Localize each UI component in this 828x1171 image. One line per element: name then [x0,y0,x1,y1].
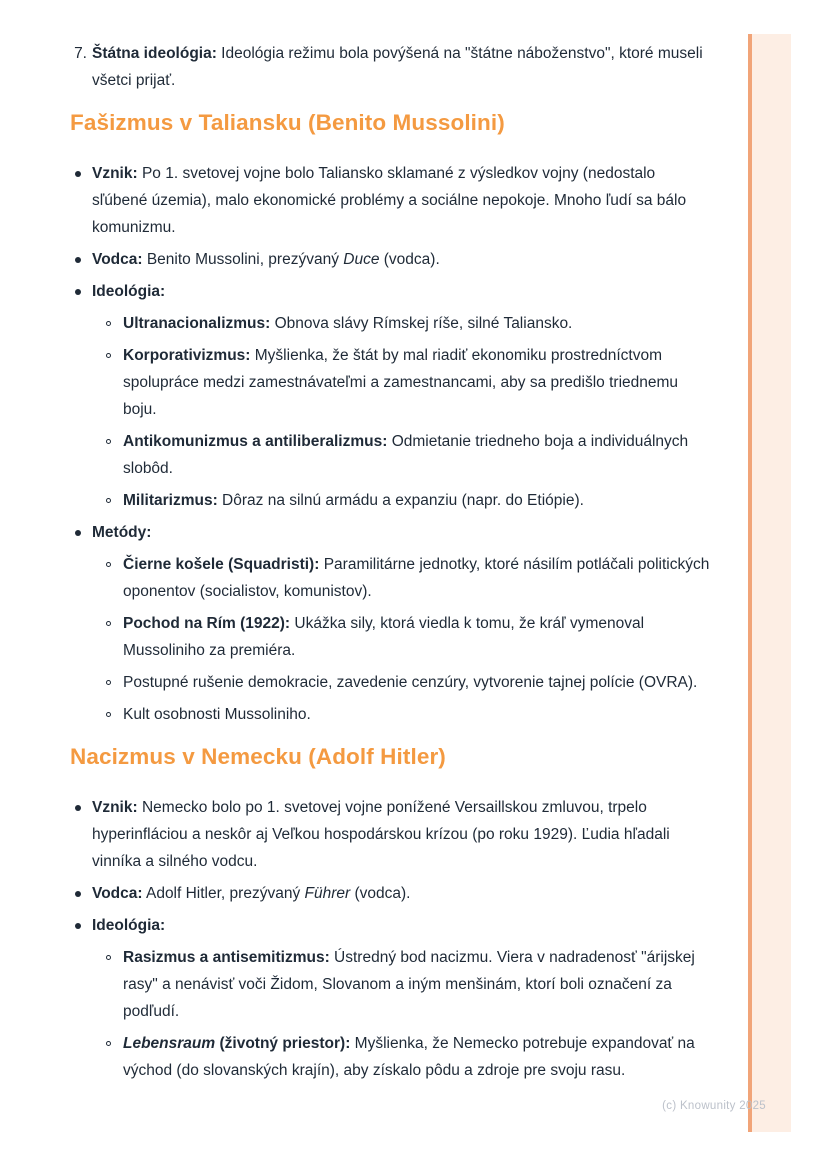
list-item [70,1030,712,1084]
list-item [70,428,712,482]
bold-text-run: (životný priestor): [215,1035,351,1052]
item-text [92,794,712,875]
item-text [123,428,712,482]
list-item [70,944,712,1025]
text-run: (vodca). [350,885,411,902]
text-run: Kult osobnosti Mussoliniho. [123,706,311,723]
bold-text-run: Ultranacionalizmus: [123,315,271,332]
item-text [123,1030,712,1084]
bold-text-run: Vznik: [92,165,138,182]
list-item [70,160,712,241]
sub-bullet-icon [106,353,111,358]
bullet-icon [75,891,81,897]
text-run: Ideológia režimu bola povýšená na "štátne náboženstvo", ktoré museli všetci prijať. [92,45,703,89]
list-item [70,310,712,337]
bullet-icon [75,530,81,536]
item-text [92,880,712,907]
item-text [123,551,712,605]
text-run: Nemecko bolo po 1. svetovej vojne ponížené Versaillskou zmluvou, trpelo hyperinfláciou a neskôr aj Veľkou hospodárskou krízou (po roku 1929). Ľudia hľadali vinníka a silného vodcu. [92,799,670,870]
item-text [92,278,712,305]
sub-bullet-icon [106,562,111,567]
list-item [70,912,712,939]
bullet-icon [75,289,81,295]
bold-text-run: Ideológia: [92,917,166,934]
text-run: Dôraz na silnú armádu a expanziu (napr. do Etiópie). [217,492,584,509]
bold-text-run: Vodca: [92,251,143,268]
bold-text-run: Štátna ideológia: [92,45,217,62]
sub-bullet-icon [106,680,111,685]
item-text [92,246,712,273]
list-item [70,246,712,273]
item-text [92,160,712,241]
bold-text-run: Čierne košele (Squadristi): [123,556,320,573]
sub-bullet-icon [106,439,111,444]
item-text [123,944,712,1025]
bold-text-run: Ideológia: [92,283,166,300]
text-run: Ukážka sily, ktorá viedla k tomu, že kráľ vymenoval Mussoliniho za premiéra. [123,615,645,659]
sub-bullet-icon [106,1041,111,1046]
bullet-icon [75,923,81,929]
text-run: Myšlienka, že Nemecko potrebuje expandovať na východ (do slovanských krajín), aby získalo pôdu a zdroje pre svoju rasu. [123,1035,695,1079]
list-item [70,880,712,907]
sub-bullet-icon [106,621,111,626]
text-run: Myšlienka, že štát by mal riadiť ekonomiku prostredníctvom spolupráce medzi zamestnávateľmi a zamestnancami, aby sa predišlo triednemu boju. [123,347,679,418]
page-edge-stripe [748,34,791,1132]
sub-bullet-icon [106,955,111,960]
item-text [123,310,712,337]
item-text [123,610,712,664]
bold-text-run: Vznik: [92,799,138,816]
text-run: Ústredný bod nacizmu. Viera v nadradenosť "árijskej rasy" a nenávisť voči Židom, Slovanom a iným menšinám, ktorí boli označení za podľudí. [123,949,695,1020]
bold-text-run: Lebensraum [123,1035,216,1052]
bullet-icon [75,257,81,263]
bullet-icon [75,171,81,177]
list-item [70,40,712,94]
italic-text-run: Duce [343,251,380,268]
notes-content [70,40,712,1089]
list-item [70,278,712,305]
item-text [123,701,712,728]
list-item [70,551,712,605]
bold-text-run: Korporativizmus: [123,347,251,364]
list-item [70,610,712,664]
sub-bullet-icon [106,712,111,717]
text-run: Obnova slávy Rímskej ríše, silné Taliansko. [270,315,573,332]
bullet-icon [75,805,81,811]
text-run: Paramilitárne jednotky, ktoré násilím potláčali politických oponentov (socialistov, komunistov). [123,556,710,600]
list-item [70,701,712,728]
bold-text-run: Rasizmus a antisemitizmus: [123,949,330,966]
list-item [70,669,712,696]
item-text [92,519,712,546]
sub-bullet-icon [106,498,111,503]
list-item [70,342,712,423]
item-text [123,487,712,514]
bold-text-run: Pochod na Rím (1922): [123,615,291,632]
text-run: Po 1. svetovej vojne bolo Taliansko sklamané z výsledkov vojny (nedostalo sľúbené územia), malo ekonomické problémy a sociálne nepokoje. Mnoho ľudí sa bálo komunizmu. [92,165,687,236]
bold-text-run: Antikomunizmus a antiliberalizmus: [123,433,388,450]
item-text [92,40,712,94]
list-item [70,519,712,546]
text-run: Postupné rušenie demokracie, zavedenie cenzúry, vytvorenie tajnej polície (OVRA). [123,674,698,691]
section-heading: Fašizmus v Taliansku (Benito Mussolini) [70,110,505,135]
bold-text-run: Vodca: [92,885,143,902]
text-run: Adolf Hitler, prezývaný [142,885,305,902]
text-run: Odmietanie triedneho boja a individuálnych slobôd. [123,433,689,477]
item-number: 7. [74,45,87,62]
copyright-watermark: (c) Knowunity 2025 [662,1100,766,1112]
text-run: Benito Mussolini, prezývaný [142,251,344,268]
list-item [70,794,712,875]
list-item [70,487,712,514]
bold-text-run: Militarizmus: [123,492,218,509]
bold-text-run: Metódy: [92,524,152,541]
item-text [92,912,712,939]
text-run: (vodca). [379,251,440,268]
sub-bullet-icon [106,321,111,326]
item-text [123,669,712,696]
section-heading: Nacizmus v Nemecku (Adolf Hitler) [70,744,446,769]
item-text [123,342,712,423]
italic-text-run: Führer [304,885,351,902]
